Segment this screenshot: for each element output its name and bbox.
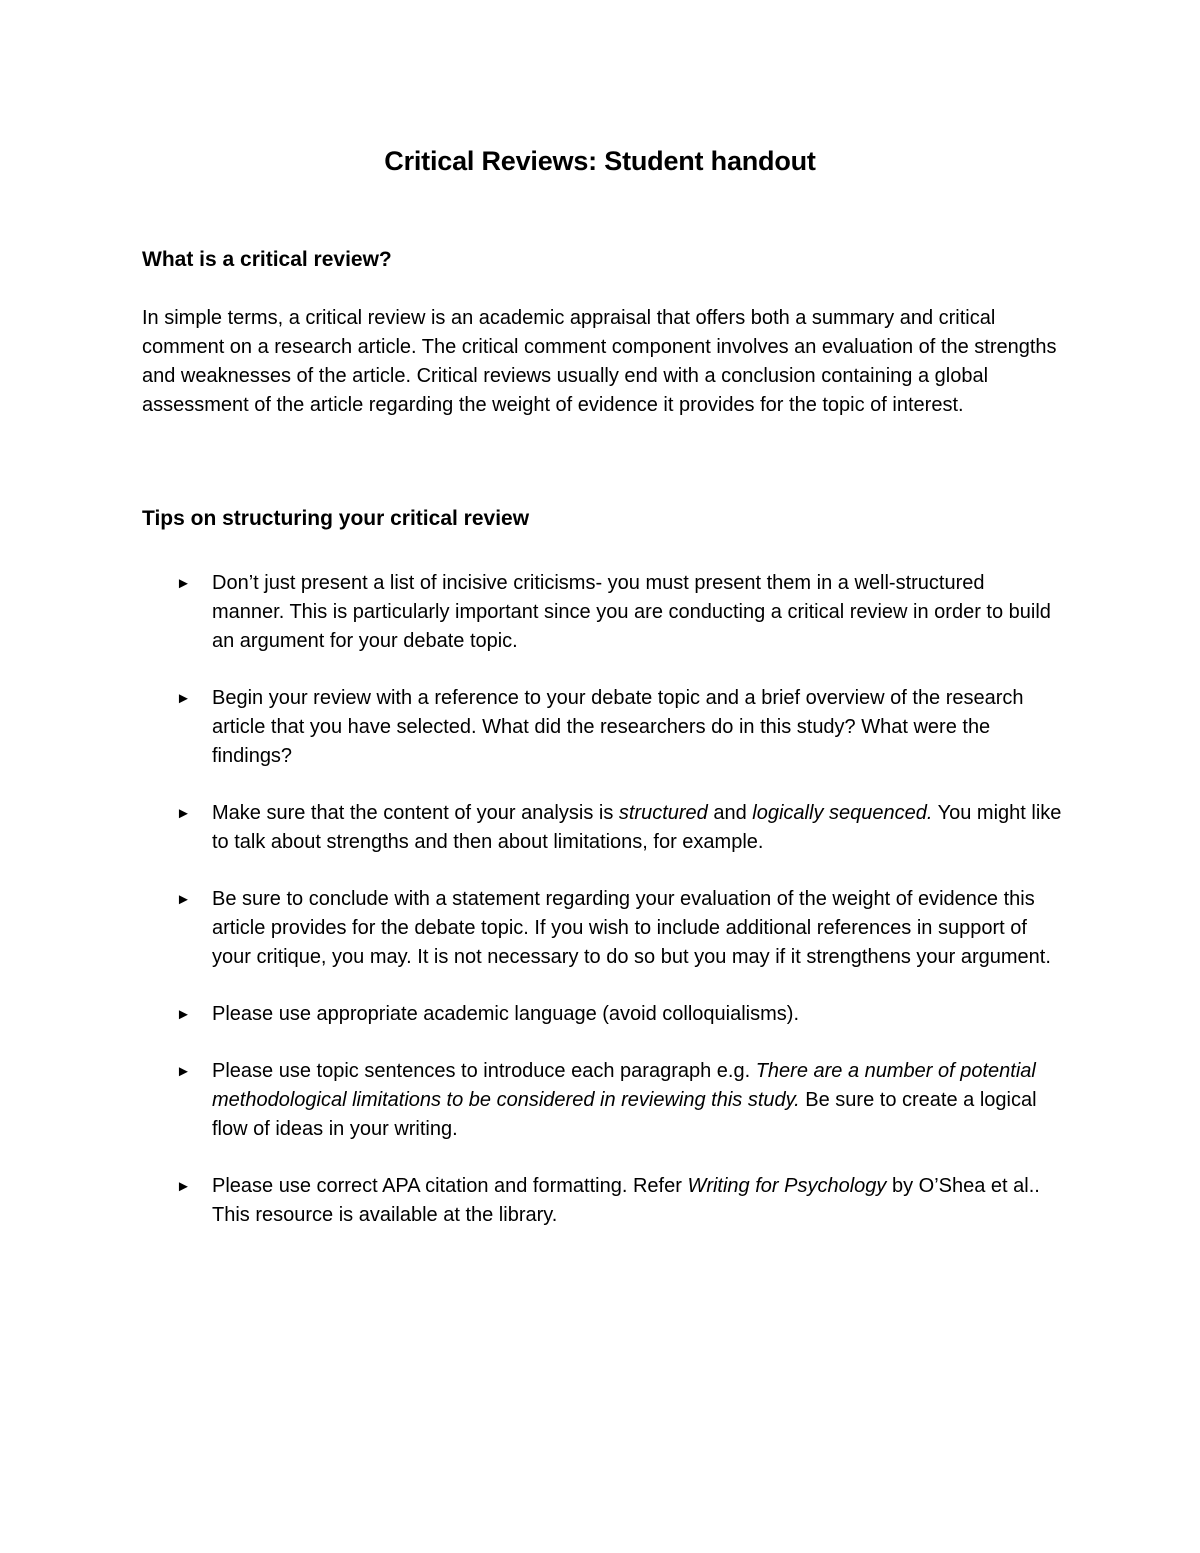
tip-text: Please use appropriate academic language (avoid colloquialisms). [212,1003,800,1025]
triangle-bullet-icon: ► [176,891,191,908]
section-heading-tips: Tips on structuring your critical review [142,507,530,530]
tip-text: Don’t just present a list of incisive criticisms- you must present them in a well-structured manner. This is particularly important since you are conducting a critical review in order to build an argument for your debate topic. [212,572,1051,652]
section-heading-what-is: What is a critical review? [142,248,392,271]
intro-paragraph: In simple terms, a critical review is an academic appraisal that offers both a summary and critical comment on a research article. The critical comment component involves an evaluation of the strengths and weaknesses of the article. Critical reviews usually end with a conclusion containing a global assessment of the article regarding the weight of evidence it provides for the topic of interest. [142,307,1057,416]
triangle-bullet-icon: ► [176,690,191,707]
triangle-bullet-icon: ► [176,1063,191,1080]
tip-item-3 [0,799,1062,857]
tip-text: Begin your review with a reference to your debate topic and a brief overview of the research article that you have selected. What did the researchers do in this study? What were the findings? [212,687,1024,767]
tip-item-2 [0,684,1062,771]
tip-item-4 [0,885,1062,972]
triangle-bullet-icon: ► [176,805,191,822]
triangle-bullet-icon: ► [176,1006,191,1023]
tip-item-5 [0,1000,1062,1029]
tip-text: Please use correct APA citation and formatting. Refer Writing for Psychology by O’Shea et al.. This resource is available at the library. [212,1175,1040,1226]
tips-list [0,569,1200,1258]
tip-text: Please use topic sentences to introduce each paragraph e.g. There are a number of potential methodological limitations to be considered in reviewing this study. Be sure to create a logical flow of ideas in your writing. [212,1060,1037,1140]
page-title: Critical Reviews: Student handout [384,146,816,176]
triangle-bullet-icon: ► [176,1178,191,1195]
tip-item-7 [0,1172,1062,1230]
tip-text: Be sure to conclude with a statement regarding your evaluation of the weight of evidence this article provides for the debate topic. If you wish to include additional references in support of your critique, you may. It is not necessary to do so but you may if it strengthens your argument. [212,888,1051,968]
triangle-bullet-icon: ► [176,575,191,592]
tip-text: Make sure that the content of your analysis is structured and logically sequenced. You might like to talk about strengths and then about limitations, for example. [212,802,1062,853]
tip-item-6 [0,1057,1062,1144]
tip-item-1 [0,569,1062,656]
